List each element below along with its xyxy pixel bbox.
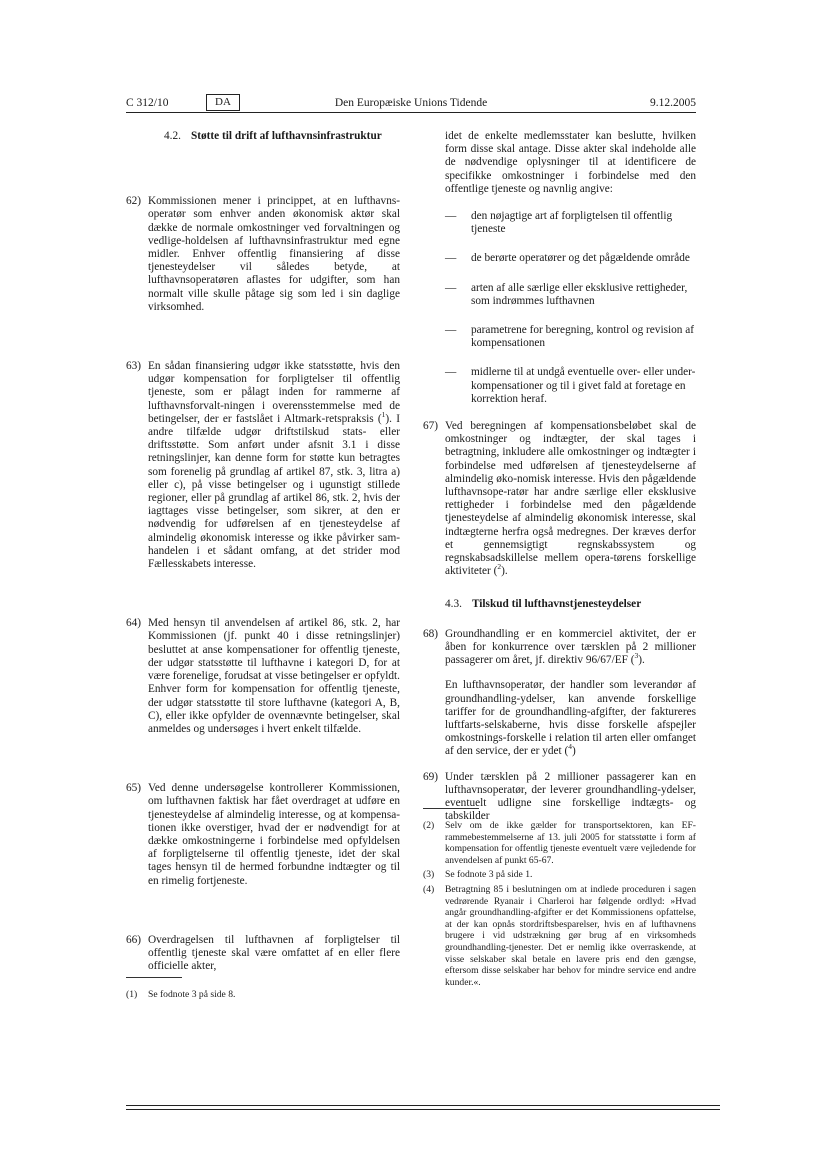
paragraph-number: 66) xyxy=(126,933,142,946)
section-title: Tilskud til lufthavnstjenesteydelser xyxy=(471,598,642,611)
list-item-text: parametrene for beregning, kontrol og revision af kompensationen xyxy=(471,324,695,350)
paragraph-68-second xyxy=(445,679,696,758)
footnotes-right xyxy=(423,820,696,988)
dash-bullet: — xyxy=(445,324,457,337)
footnote-number: (2) xyxy=(423,820,435,831)
list-item-text: den nøjagtige art af forpligtelsen til offentlig tjeneste xyxy=(471,210,673,236)
footnote-2 xyxy=(423,820,696,866)
page-code: C 312/10 xyxy=(126,97,169,109)
dash-bullet: — xyxy=(445,210,457,223)
paragraph-68 xyxy=(423,628,696,668)
footnote-rule-right xyxy=(423,808,479,809)
section-heading-4-3 xyxy=(445,598,696,611)
footnote-ref[interactable]: 4 xyxy=(568,742,573,752)
paragraph-number: 64) xyxy=(126,617,142,630)
footnote-text: Se fodnote 3 på side 8. xyxy=(148,989,236,1000)
left-column xyxy=(126,130,400,973)
paragraph-text xyxy=(445,420,696,578)
text-part: ) xyxy=(572,745,576,758)
text-part: Ved beregningen af kompensationsbeløbet skal de omkostninger og indtægter, der skal tages i betragtning, inkludere alle omkostninger og indtægter i forbindelse med udførelsen af tjenesteydelserne af almindelig øko-nomisk interesse. Hvis den pågældende lufthavnsope-ratør har andre særlige eller eksklusive rettigheder i forbindelse med den pågældende tjenesteydelse af almindelig økonomisk interesse, skal indtægterne herfra også medregnes. Der kræves derfor et gennemsigtigt regnskabssystem og regnskabsadskillelse mellem opera-tørens forskellige aktiviteter ( xyxy=(445,420,696,578)
footnote-4 xyxy=(423,884,696,988)
footnote-number: (4) xyxy=(423,883,435,895)
paragraph-text: Overdragelsen til lufthavnen af forpligtelser til offentlig tjeneste skal være omfattet af en eller flere officielle akter, xyxy=(148,933,400,973)
paragraph-text: Med hensyn til anvendelsen af artikel 86, stk. 2, har Kommissionen (jf. punkt 40 i disse retningslinjer) besluttet at anse kompensationer for offentlig tjeneste, der udgør statsstøtte til lufthavne i kategori D, for at være forenelige, forudsat at visse betingelser er opfyldt. Enhver form for kompensation for offentlig tjeneste, der udgør statsstøtte til store lufthavne (kategori A, B, C), eller ikke opfylder de ovennævnte betingelser, skal anmeldes og undersøges i hvert enkelt tilfælde. xyxy=(148,617,400,735)
footnote-1 xyxy=(126,989,400,1001)
footnote-number: (3) xyxy=(423,869,435,881)
paragraph-number: 63) xyxy=(126,360,142,373)
dash-bullet: — xyxy=(445,281,457,294)
footnote-ref[interactable]: 2 xyxy=(497,562,502,572)
paragraph-number: 68) xyxy=(423,627,439,640)
paragraph-number: 62) xyxy=(126,195,142,208)
dash-bullet: — xyxy=(445,252,457,265)
list-item xyxy=(445,252,696,265)
footnote-text: Selv om de ikke gælder for transportsektoren, kan EF-rammebestemmelserne af 13. juli 2005 for statsstøtte i form af kompensation for offentlig tjeneste eventuelt være vejledende for anvendelsen af punkt 65-67. xyxy=(445,820,696,866)
paragraph-66 xyxy=(126,934,400,974)
footnote-text: Betragtning 85 i beslutningen om at indlede proceduren i sagen vedrørende Ryanair i Charleroi har følgende ordlyd: »Hvad angår groundhandling-afgifter er det Kommissionens opfattelse, at der kan opnås stordriftsbesparelser, hvis en af lufthavnens brugere i vid udstrækning gør brug af en virksomheds groundhandling-tjenester. Det er nemlig ikke overraskende, at visse selskaber skal betale en lavere pris end den gængse, eftersom disse selskaber har behov for mindre service end andre kunder.«. xyxy=(445,883,696,988)
page-header xyxy=(126,94,696,112)
section-number: 4.2. xyxy=(164,130,181,142)
text-part: ). xyxy=(501,565,508,578)
journal-title: Den Europæiske Unions Tidende xyxy=(334,97,488,109)
paragraph-text: Under tærsklen på 2 millioner passagerer kan en lufthavnsoperatør, der leverer groundhandling-ydelser, eventuelt udligne sine forskellige indtægts- og tabskilder xyxy=(445,770,696,823)
text-part: ). I andre tilfælde udgør driftstilskud stats- eller driftsstøtte. Som anført under afsnit 3.1 i disse retningslinjer, kan denne form for støtte kun betragtes som forenelig på grundlag af artikel 87, stk. 3, litra a) eller c), på visse betingelser og i ugunstigt stillede regioner, eller på grundlag af artikel 86, stk. 2, hvis der iagttages visse betingelser, som sikrer, at den er nødvendig for udførelsen af en tjenesteydelse af almindelig økonomisk interesse og ikke påvirker sam-handelen i et sådant omfang, at det strider mod Fællesskabets interesse. xyxy=(148,412,400,571)
paragraph-text: Kommissionen mener i princippet, at en lufthavns-operatør som enhver anden økonomisk aktør skal dække de normale omkostninger ved forvaltningen og vedlige-holdelsen af lufthavnsinfrastruktur med egne midler. Enhver offentlig finansiering af disse tjenesteydelser vil således betyde, at lufthavnsoperatøren aflastes for udgifter, som han normalt ville skulle påtage sig som led i sin daglige virksomhed. xyxy=(148,195,400,313)
paragraph-text xyxy=(148,360,400,571)
footnote-number: (1) xyxy=(126,989,138,1000)
paragraph-66-continued: idet de enkelte medlemsstater kan beslutte, hvilken form disse skal antage. Disse akter skal indeholde alle de nødvendige oplysninger til at identificere de specifikke omkostninger i forbindelse med den offentlige tjeneste og navnlig angive: xyxy=(445,130,696,195)
footnotes-left xyxy=(126,989,400,1001)
list-item-text: arten af alle særlige eller eksklusive rettigheder, som indrømmes lufthavnen xyxy=(471,281,688,307)
text-part: ). xyxy=(638,654,645,667)
paragraph-69 xyxy=(423,771,696,824)
text-part: Groundhandling er en kommerciel aktivitet, der er åben for konkurrence over tærsklen på 2 millioner passagerer om året, jf. direktiv 96/67/EF ( xyxy=(445,627,696,667)
paragraph-number: 69) xyxy=(423,770,439,783)
section-title: Støtte til drift af lufthavnsinfrastruktur xyxy=(190,130,382,142)
paragraph-text: Ved denne undersøgelse kontrollerer Kommissionen, om lufthavnen faktisk har fået overdraget at udføre en tjenesteydelse af almindelig interesse, og at kompensa-tionen ikke overstiger, hvad der er nødvendigt for at dække omkostningerne i forbindelse med opfyldelsen af forpligtelserne til offentlig tjeneste, idet der skal tages hensyn til de hermed forbundne indtægter og til en rimelig fortjeneste. xyxy=(148,782,400,887)
list-item xyxy=(445,324,696,350)
text-part: En lufthavnsoperatør, der handler som leverandør af groundhandling-ydelser, kan anvende forskellige tariffer for de groundhandling-afgifter, der faktureres luftfarts-selskaberne, hvis disse forskelle afspejler omkostnings-forskelle i relation til arten eller omfanget af den service, der er ydet ( xyxy=(445,679,696,758)
section-heading-4-2 xyxy=(164,130,400,143)
list-item-text: midlerne til at undgå eventuelle over- eller under-kompensationer og til i givet fald at foretage en korrektion heraf. xyxy=(471,366,696,405)
header-rule xyxy=(126,112,696,113)
dash-bullet: — xyxy=(445,366,457,379)
paragraph-number: 65) xyxy=(126,782,142,795)
bottom-rule xyxy=(126,1105,720,1110)
footnote-text: Se fodnote 3 på side 1. xyxy=(445,869,533,881)
paragraph-62 xyxy=(126,195,400,314)
paragraph-65 xyxy=(126,782,400,888)
footnote-3 xyxy=(423,869,696,881)
list-item-text: de berørte operatører og det pågældende område xyxy=(471,252,690,265)
section-number: 4.3. xyxy=(445,598,462,611)
paragraph-number: 67) xyxy=(423,420,439,433)
paragraph-text xyxy=(445,628,696,668)
list-item xyxy=(445,282,696,308)
paragraph-67 xyxy=(423,420,696,578)
publication-date: 9.12.2005 xyxy=(650,97,696,109)
paragraph-64 xyxy=(126,617,400,736)
paragraph-63 xyxy=(126,360,400,571)
footnote-rule-left xyxy=(126,977,182,978)
list-item xyxy=(445,210,696,236)
list-item xyxy=(445,366,696,406)
text-part: En sådan finansiering udgør ikke statsstøtte, hvis den udgør kompensation for forpligtelser til offentlig tjeneste, som er pålagt inden for rammerne af lufthavnsforvalt-ningen i overensstemmelse med de betingelser, der er fastslået i Altmark-retspraksis ( xyxy=(148,360,400,425)
language-badge: DA xyxy=(206,94,240,111)
right-column xyxy=(423,130,696,823)
footnote-ref[interactable]: 3 xyxy=(634,651,639,661)
footnote-ref[interactable]: 1 xyxy=(381,410,386,420)
